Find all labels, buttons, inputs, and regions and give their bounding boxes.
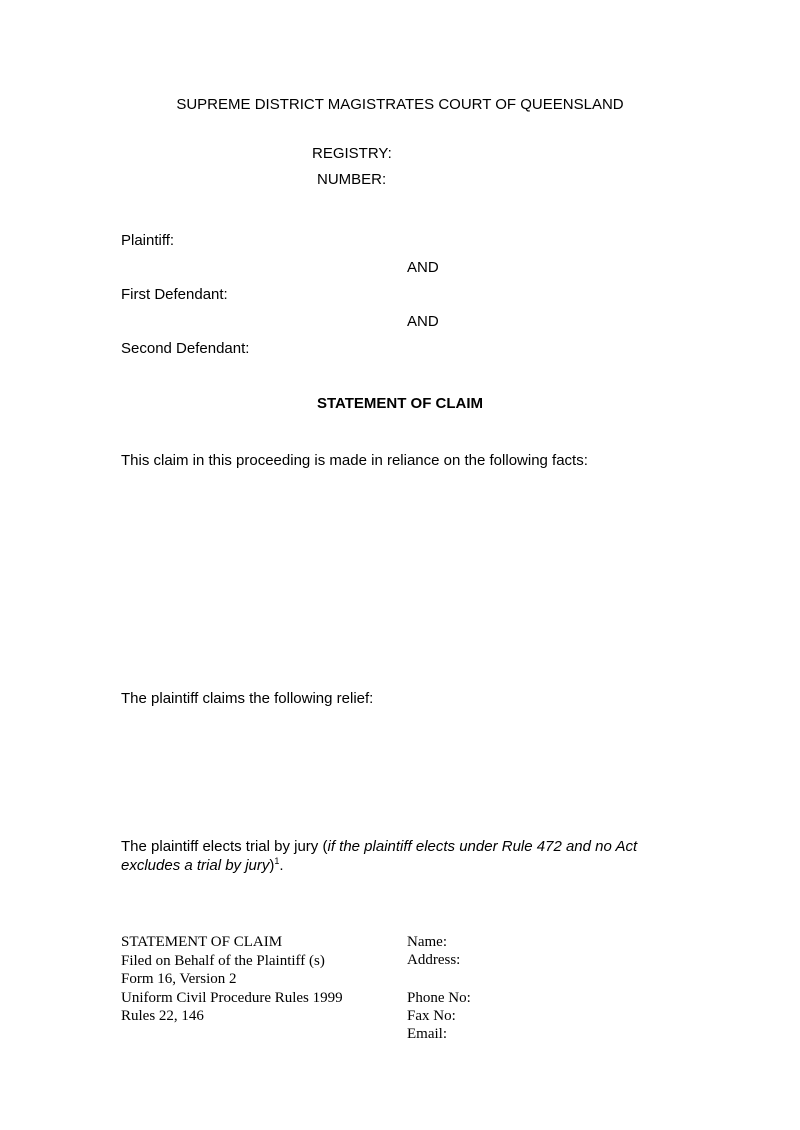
plaintiff-label: Plaintiff: — [121, 232, 175, 249]
first-defendant-label: First Defendant: — [121, 286, 228, 303]
filing-line: Uniform Civil Procedure Rules 1999 — [121, 989, 343, 1006]
filing-line: Filed on Behalf of the Plaintiff (s) — [121, 952, 325, 969]
fax-label: Fax No: — [407, 1008, 456, 1024]
relief-intro: The plaintiff claims the following relief: — [121, 690, 374, 707]
filing-line: Form 16, Version 2 — [121, 971, 237, 987]
jury-condition-text: if the plaintiff elects under Rule 472 and no Act excludes a trial by jury — [121, 838, 638, 874]
phone-label: Phone No: — [407, 990, 471, 1006]
facts-intro: This claim in this proceeding is made in reliance on the following facts: — [121, 452, 588, 469]
jury-lead-text: The plaintiff elects trial by jury ( — [121, 838, 328, 855]
court-title: SUPREME DISTRICT MAGISTRATES COURT OF QUEENSLAND — [176, 96, 624, 113]
jury-election-paragraph — [121, 837, 691, 875]
filing-line: STATEMENT OF CLAIM — [121, 934, 283, 950]
address-label: Address: — [407, 952, 461, 968]
registry-label: REGISTRY: — [312, 145, 392, 162]
name-label: Name: — [407, 934, 447, 950]
filing-details — [121, 933, 343, 1026]
and-separator: AND — [407, 313, 439, 330]
filing-line: Rules 22, 146 — [121, 1008, 204, 1024]
document-heading: STATEMENT OF CLAIM — [316, 395, 484, 412]
jury-close-text: ) — [269, 857, 275, 874]
and-separator: AND — [407, 259, 439, 276]
jury-end-text: . — [279, 857, 284, 874]
second-defendant-label: Second Defendant: — [121, 340, 250, 357]
number-label: NUMBER: — [317, 171, 387, 188]
footnote-marker: 1 — [274, 856, 280, 866]
email-label: Email: — [407, 1026, 447, 1042]
